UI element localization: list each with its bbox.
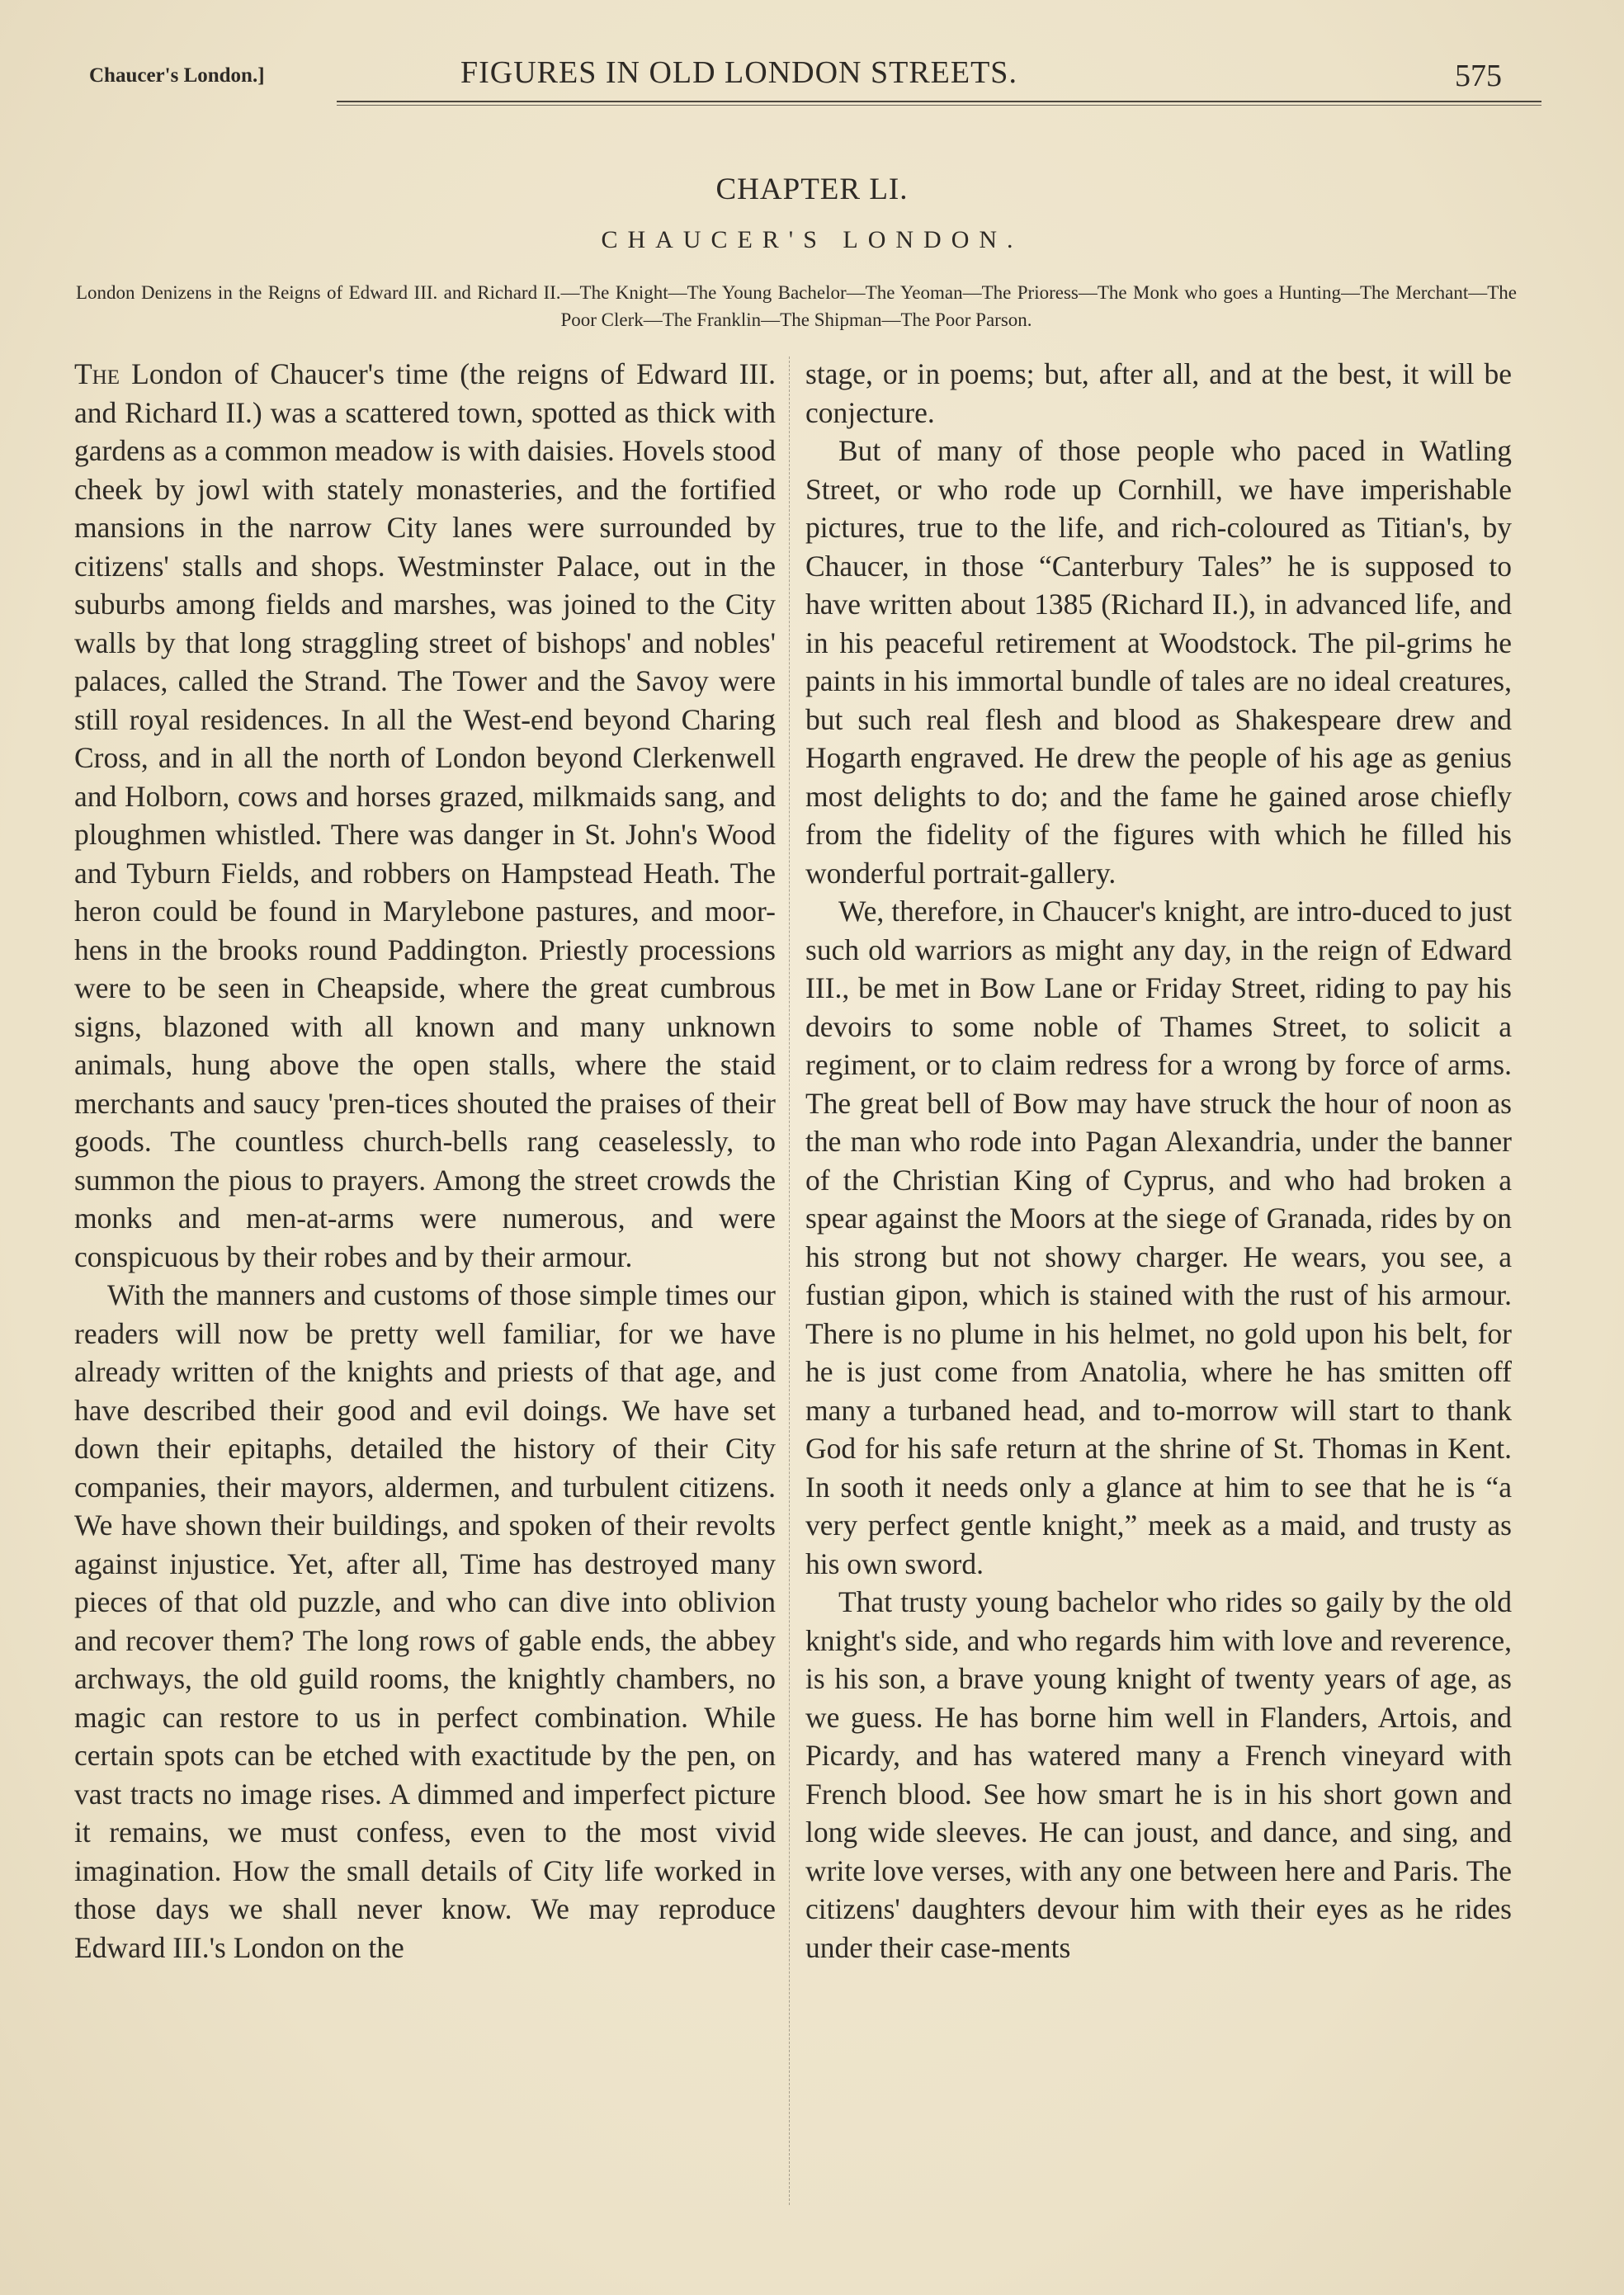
left-column [74, 355, 776, 1967]
paragraph [74, 355, 776, 1276]
paragraph: But of many of those people who paced in Watling Street, or who rode up Cornhill, we have imperishable pictures, true to the life, and rich-coloured as Titian's, by Chaucer, in those “Canterbury Tales” he is supposed to have written about 1385 (Richard II.), in advanced life, and in his peaceful retirement at Woodstock. The pil-grims he paints in his immortal bundle of tales are no ideal creatures, but such real flesh and blood as Shakespeare drew and Hogarth engraved. He drew the people of his age as genius most delights to do; and the fame he gained arose chiefly from the fidelity of the figures with which he filled his wonderful portrait-gallery. [805, 434, 1512, 890]
paragraph-text: London of Chaucer's time (the reigns of Edward III. and Richard II.) was a scattered town, spotted as thick with gardens as a common meadow is with daisies. Hovels stood cheek by jowl with stately monasteries, and the fortified mansions in the narrow City lanes were surrounded by citizens' stalls and shops. Westminster Palace, out in the suburbs among fields and marshes, was joined to the City walls by that long straggling street of bishops' and nobles' palaces, called the Strand. The Tower and the Savoy were still royal residences. In all the West-end beyond Charing Cross, and in all the north of London beyond Clerkenwell and Holborn, cows and horses grazed, milkmaids sang, and ploughmen whistled. There was danger in St. John's Wood and Tyburn Fields, and robbers on Hampstead Heath. The heron could be found in Marylebone pastures, and moor-hens in the brooks round Paddington. Priestly processions were to be seen in Cheapside, where the great cumbrous signs, blazoned with all known and many unknown animals, hung above the open stalls, where the staid merchants and saucy 'pren-tices shouted the praises of their goods. The countless church-bells rang ceaselessly, to summon the pious to prayers. Among the street crowds the monks and men-at-arms were numerous, and were conspicuous by their robes and by their armour. [74, 357, 776, 1273]
page-number: 575 [1455, 59, 1502, 93]
chapter-subtitle: CHAUCER'S LONDON. [601, 226, 1023, 253]
paragraph: With the manners and customs of those simple times our readers will now be pretty well familiar, for we have already written of the knights and priests of that age, and have described their good and evil doings. We have set down their epitaphs, detailed the history of their City companies, their mayors, aldermen, and turbulent citizens. We have shown their buildings, and spoken of their revolts against injustice. Yet, after all, Time has destroyed many pieces of that old puzzle, and who can dive into oblivion and recover them? The long rows of gable ends, the abbey archways, the old guild rooms, the knightly chambers, no magic can restore to us in perfect combination. While certain spots can be etched with exactitude by the pen, on vast tracts no image rises. A dimmed and imperfect picture it remains, we must confess, even to the most vivid imagination. How the small details of City life worked in those days we shall never know. We may reproduce Edward III.'s London on the [74, 1278, 776, 1964]
header-rule [337, 101, 1541, 102]
right-column [805, 355, 1512, 1967]
header-rule-thin [337, 105, 1541, 106]
paragraph: We, therefore, in Chaucer's knight, are intro-duced to just such old warriors as might any day, in the reign of Edward III., be met in Bow Lane or Friday Street, riding to pay his devoirs to some noble of Thames Street, to solicit a regiment, or to claim redress for a wrong by force of arms. The great bell of Bow may have struck the hour of noon as the man who rode into Pagan Alexandria, under the banner of the Christian King of Cyprus, and who had broken a spear against the Moors at the siege of Granada, rides by on his strong but not showy charger. He wears, you see, a fustian gipon, which is stained with the rust of his armour. There is no plume in his helmet, no gold upon his belt, for he is just come from Anatolia, where he has smitten off many a turbaned head, and to-morrow will start to thank God for his safe return at the shrine of St. Thomas in Kent. In sooth it needs only a glance at him to see that he is “a very perfect gentle knight,” meek as a maid, and trusty as his own sword. [805, 895, 1512, 1580]
paragraph: stage, or in poems; but, after all, and at the best, it will be conjecture. [805, 357, 1512, 429]
column-divider [789, 357, 790, 2205]
lead-word: The [74, 357, 120, 390]
chapter-synopsis: London Denizens in the Reigns of Edward III. and Richard II.—The Knight—The Young Bachelor—The Yeoman—The Prioress—The Monk who goes a Hunting—The Merchant—The Poor Clerk—The Franklin—The Shipman—The Poor Parson. [76, 282, 1517, 330]
running-head-title: FIGURES IN OLD LONDON STREETS. [460, 55, 1017, 90]
paragraph: That trusty young bachelor who rides so gaily by the old knight's side, and who regards him with love and reverence, is his son, a brave young knight of twenty years of age, as we guess. He has borne him well in Flanders, Artois, and Picardy, and has watered many a French vineyard with French blood. See how smart he is in his short gown and long wide sleeves. He can joust, and dance, and sing, and write love verses, with any one between here and Paris. The citizens' daughters devour him with their eyes as he rides under their case-ments [805, 1585, 1512, 1964]
running-head-section: Chaucer's London.] [89, 64, 265, 87]
running-head [89, 51, 1502, 101]
chapter-title: CHAPTER LI. [715, 172, 909, 206]
